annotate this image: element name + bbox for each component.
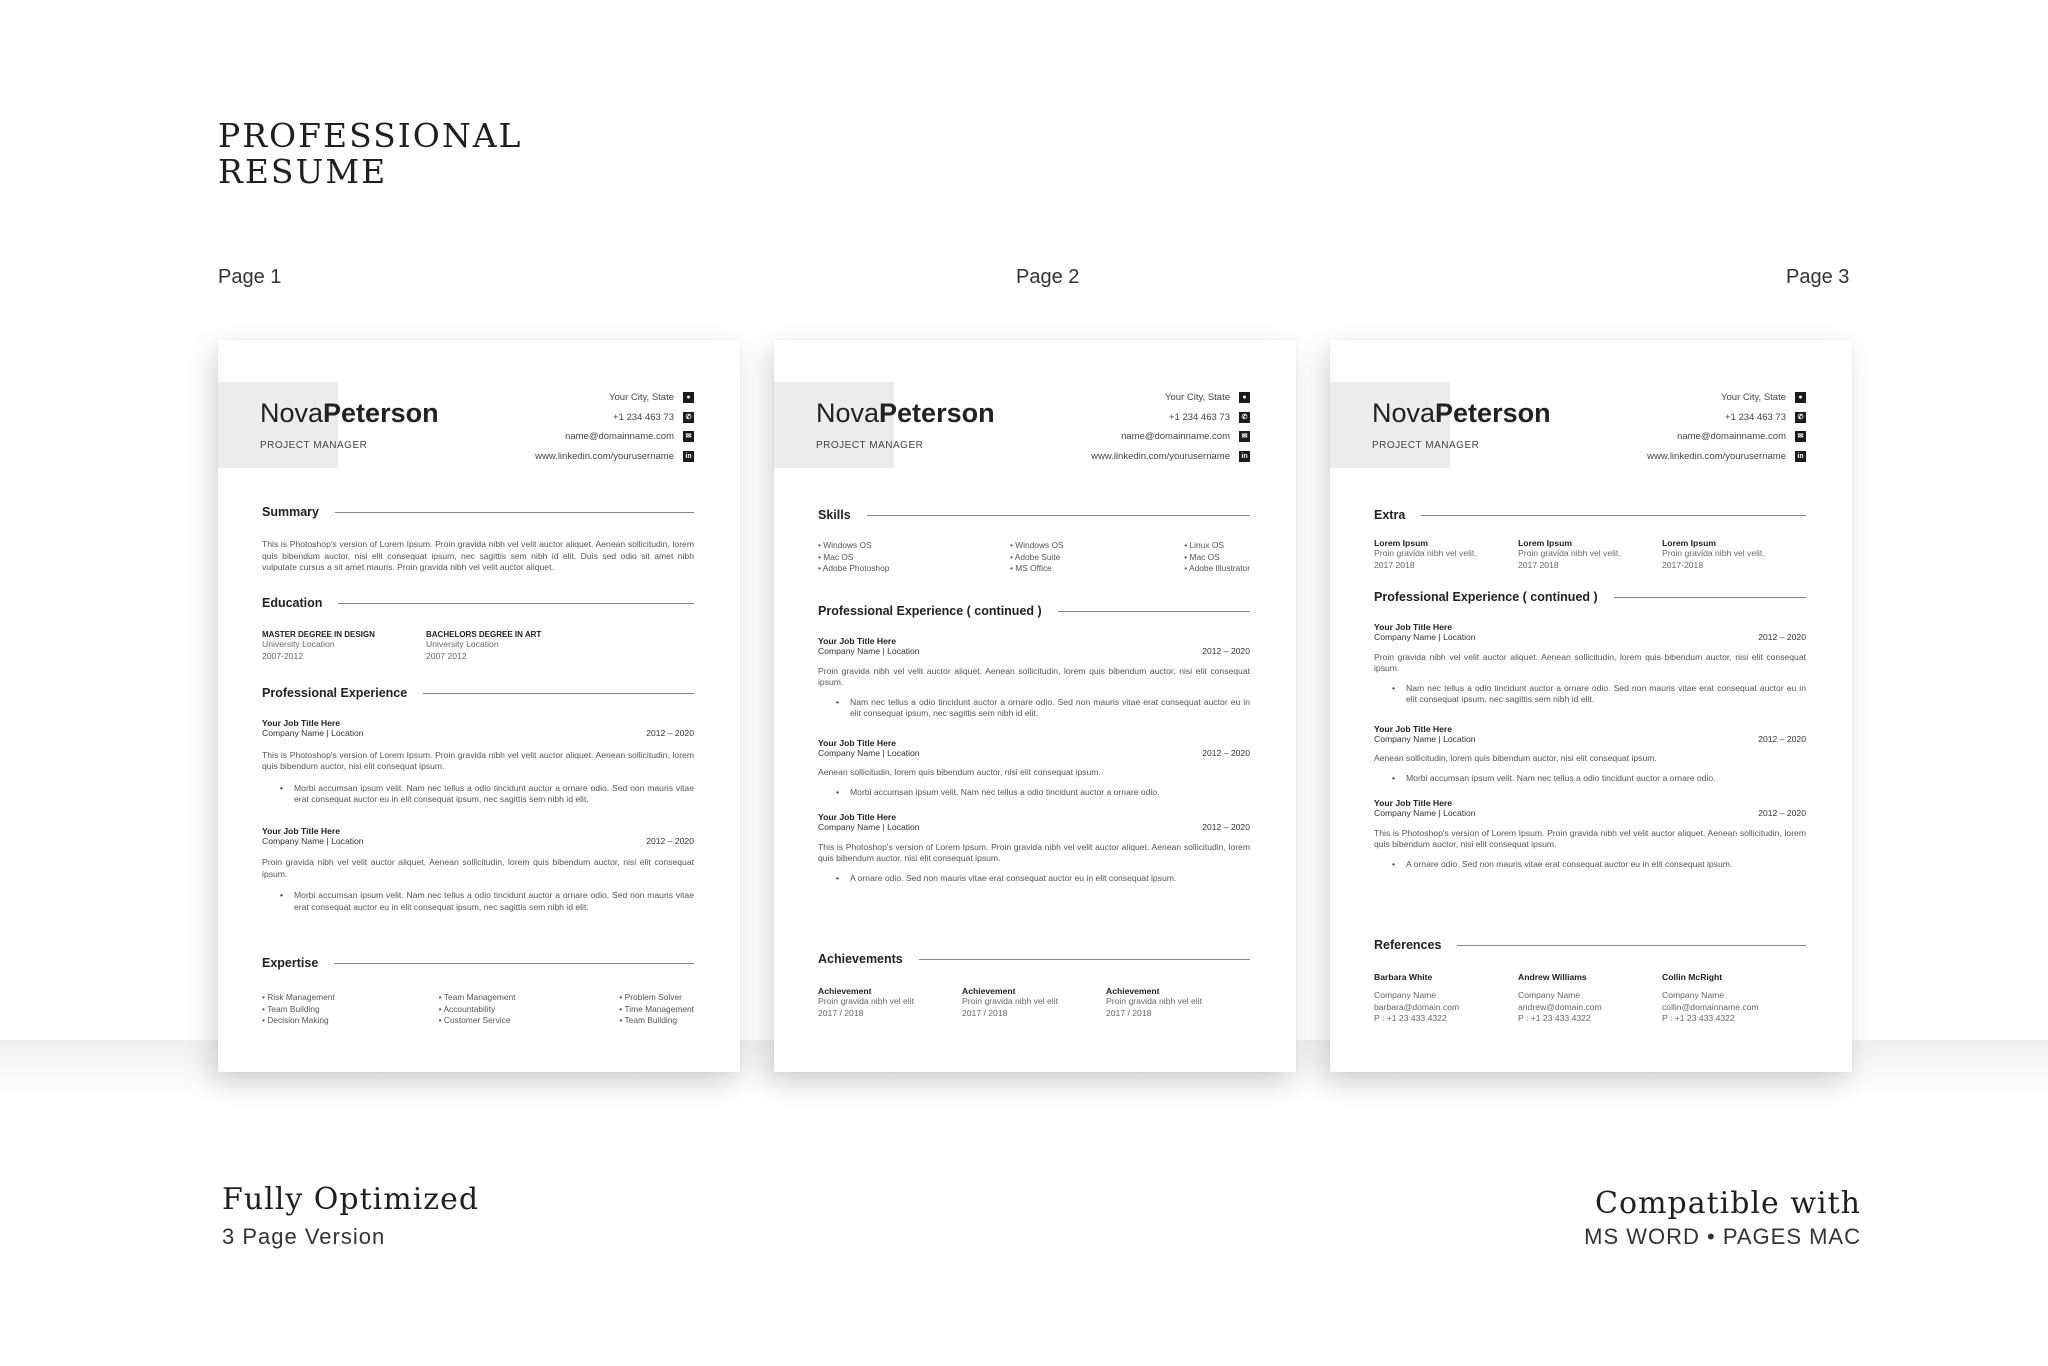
resume-role: PROJECT MANAGER (816, 440, 924, 451)
contact-block (535, 388, 694, 466)
section-title: Extra (1374, 508, 1406, 522)
contact-block (1091, 388, 1250, 466)
linkedin-icon: in (1239, 451, 1250, 462)
extra-item: Lorem Ipsum Proin gravida nibh vel velit. 2017 2018 (1518, 538, 1621, 570)
experience-section (262, 686, 694, 913)
phone-icon: ✆ (1795, 412, 1806, 423)
education-item: MASTER DEGREE IN DESIGN University Location 2007-2012 (262, 630, 375, 661)
resume-name: NovaPeterson (260, 398, 439, 428)
references-section (1374, 938, 1806, 1025)
job-entry: Your Job Title Here Company Name | Location 2012 – 2020 Proin gravida nibh vel velit auctor aliquet. Aenean sollicitudin, lorem quis bibendum auctor, nisi elit consequat ipsum. • Nam nec tellus a odio tincidunt auctor a ornare odio. Sed non mauris vitae erat consequat auctor eu in elit consequat ipsum, nec sagittis sem nibh id elit. (818, 636, 1250, 720)
phone-icon: ✆ (683, 412, 694, 423)
email-icon: ✉ (1795, 431, 1806, 442)
title-line-2: RESUME (218, 152, 388, 191)
section-divider (1457, 945, 1806, 946)
contact-linkedin: www.linkedin.com/yourusername (1647, 450, 1786, 462)
achievements-section (818, 952, 1250, 1019)
resume-role: PROJECT MANAGER (1372, 440, 1480, 451)
section-title: Professional Experience (262, 686, 408, 700)
job-entry: Your Job Title Here Company Name | Location 2012 – 2020 This is Photoshop's version of Lorem Ipsum. Proin gravida nibh vel velit auctor aliquet. Aenean sollicitudin, lorem quis bibendum auctor, nisi elit consequat ipsum. • A ornare odio. Sed non mauris vitae erat consequat auctor eu in elit consequat ipsum. (1374, 798, 1806, 870)
email-icon: ✉ (1239, 431, 1250, 442)
resume-page-3 (1330, 340, 1852, 1072)
achievement-item: Achievement Proin gravida nibh vel elit 2017 / 2018 (962, 986, 1059, 1018)
main-title (218, 118, 522, 190)
skills-column: • Windows OS • Mac OS • Adobe Photoshop (818, 540, 890, 573)
job-entry: Your Job Title Here Company Name | Location 2012 – 2020 Aenean sollicitudin, lorem quis bibendum auctor, nisi elit consequat ipsum. • Morbi accumsan ipsum velit. Nam nec tellus a odio tincidunt auctor a ornare odio. (818, 738, 1250, 799)
section-divider (1421, 515, 1806, 516)
section-title: Expertise (262, 956, 319, 970)
expertise-column: • Problem Solver • Time Management • Team Building (619, 992, 694, 1025)
section-title: References (1374, 938, 1442, 952)
contact-linkedin: www.linkedin.com/yourusername (535, 450, 674, 462)
section-divider (867, 515, 1250, 516)
job-entry: Your Job Title Here Company Name | Location 2012 – 2020 This is Photoshop's version of Lorem Ipsum. Proin gravida nibh vel velit auctor aliquet. Aenean sollicitudin, lorem quis bibendum auctor, nisi elit consequat ipsum. • Morbi accumsan ipsum velit. Nam nec tellus a odio tincidunt auctor a ornare odio. Sed non mauris vitae erat consequat auctor eu in elit consequat ipsum, nec sagittis sem nibh id elit. (262, 718, 694, 806)
skills-section (818, 508, 1250, 575)
linkedin-icon: in (683, 451, 694, 462)
footer-right-title: Compatible with (1595, 1186, 1861, 1221)
education-item: BACHELORS DEGREE IN ART University Location 2007 2012 (426, 630, 542, 661)
extra-section (1374, 508, 1806, 571)
contact-phone: +1 234 463 73 (612, 411, 674, 423)
footer-left-subtitle: 3 Page Version (222, 1224, 386, 1249)
contact-phone: +1 234 463 73 (1724, 411, 1786, 423)
contact-block (1647, 388, 1806, 466)
location-pin-icon: ● (1795, 392, 1806, 403)
reference-item: Barbara White Company Name barbara@domain.com P : +1 23 433 4322 (1374, 972, 1460, 1023)
location-pin-icon: ● (1239, 392, 1250, 403)
expertise-column: • Team Management • Accountability • Customer Service (438, 992, 516, 1025)
contact-location: Your City, State (1721, 392, 1786, 404)
achievement-item: Achievement Proin gravida nibh vel elit 2017 / 2018 (818, 986, 915, 1018)
contact-email: name@domainname.com (565, 431, 674, 443)
reference-item: Andrew Williams Company Name andrew@domain.com P : +1 23 433 4322 (1518, 972, 1602, 1023)
section-divider (334, 963, 694, 964)
summary-text: This is Photoshop's version of Lorem Ipsum. Proin gravida nibh vel velit auctor aliquet. Aenean sollicitudin, lorem quis bibendum auctor, nisi elit consequat ipsum, nec sagittis sem nibh id elit. Duis sed odio sit amet nibh vulputate cursus a sit amet mauris. Proin gravida nibh vel velit auctor aliquet. (262, 539, 694, 572)
section-divider (1058, 611, 1250, 612)
footer-left-title: Fully Optimized (222, 1182, 480, 1217)
resume-page-2 (774, 340, 1296, 1072)
section-title: Summary (262, 505, 319, 519)
education-section (262, 596, 694, 662)
section-title: Skills (818, 508, 851, 522)
experience-section (1374, 590, 1806, 870)
extra-item: Lorem Ipsum Proin gravida nibh vel velit. 2017 2018 (1374, 538, 1477, 570)
page-1-label: Page 1 (218, 266, 282, 288)
page-3-label: Page 3 (1786, 266, 1850, 288)
section-title: Achievements (818, 952, 903, 966)
summary-section (262, 505, 694, 574)
section-divider (423, 693, 694, 694)
reference-item: Collin McRight Company Name collin@domainname.com P : +1 23 433 4322 (1662, 972, 1759, 1023)
job-entry: Your Job Title Here Company Name | Location 2012 – 2020 Proin gravida nibh vel velit auctor aliquet. Aenean sollicitudin, lorem quis bibendum auctor, nisi elit consequat ipsum. • Nam nec tellus a odio tincidunt auctor a ornare odio. Sed non mauris vitae erat consequat auctor eu in elit consequat ipsum, nec sagittis sem nibh id elit. (1374, 622, 1806, 706)
linkedin-icon: in (1795, 451, 1806, 462)
expertise-section (262, 956, 694, 1027)
contact-location: Your City, State (1165, 392, 1230, 404)
experience-section (818, 604, 1250, 884)
skills-column: • Linux OS • Mac OS • Adobe Illustrator (1184, 540, 1250, 573)
section-divider (338, 603, 694, 604)
resume-page-1 (218, 340, 740, 1072)
achievement-item: Achievement Proin gravida nibh vel elit 2017 / 2018 (1106, 986, 1203, 1018)
section-divider (919, 959, 1250, 960)
resume-name: NovaPeterson (1372, 398, 1551, 428)
title-line-1: PROFESSIONAL (218, 116, 523, 155)
expertise-column: • Risk Management • Team Building • Decision Making (262, 992, 335, 1025)
section-title: Professional Experience ( continued ) (1374, 590, 1598, 604)
phone-icon: ✆ (1239, 412, 1250, 423)
contact-location: Your City, State (609, 392, 674, 404)
section-divider (1614, 597, 1806, 598)
email-icon: ✉ (683, 431, 694, 442)
contact-email: name@domainname.com (1121, 431, 1230, 443)
resume-name: NovaPeterson (816, 398, 995, 428)
section-divider (335, 512, 694, 513)
extra-item: Lorem Ipsum Proin gravida nibh vel velit. 2017-2018 (1662, 538, 1765, 570)
resume-role: PROJECT MANAGER (260, 440, 368, 451)
job-entry: Your Job Title Here Company Name | Location 2012 – 2020 This is Photoshop's version of Lorem Ipsum. Proin gravida nibh vel velit auctor aliquet. Aenean sollicitudin, lorem quis bibendum auctor, nisi elit consequat ipsum. • A ornare odio. Sed non mauris vitae erat consequat auctor eu in elit consequat ipsum. (818, 812, 1250, 884)
skills-column: • Windows OS • Adobe Suite • MS Office (1009, 540, 1064, 573)
contact-email: name@domainname.com (1677, 431, 1786, 443)
location-pin-icon: ● (683, 392, 694, 403)
contact-phone: +1 234 463 73 (1168, 411, 1230, 423)
contact-linkedin: www.linkedin.com/yourusername (1091, 450, 1230, 462)
section-title: Professional Experience ( continued ) (818, 604, 1042, 618)
page-2-label: Page 2 (1016, 266, 1080, 288)
footer-right-subtitle: MS WORD • PAGES MAC (1584, 1224, 1861, 1249)
section-title: Education (262, 596, 323, 610)
job-entry: Your Job Title Here Company Name | Location 2012 – 2020 Aenean sollicitudin, lorem quis bibendum auctor, nisi elit consequat ipsum. • Morbi accumsan ipsum velit. Nam nec tellus a odio tincidunt auctor a ornare odio. (1374, 724, 1806, 785)
job-entry: Your Job Title Here Company Name | Location 2012 – 2020 Proin gravida nibh vel velit auctor aliquet. Aenean sollicitudin, lorem quis bibendum auctor, nisi elit consequat ipsum. • Morbi accumsan ipsum velit. Nam nec tellus a odio tincidunt auctor a ornare odio. Sed non mauris vitae erat consequat auctor eu in elit consequat ipsum, nec sagittis sem nibh id elit. (262, 826, 694, 914)
